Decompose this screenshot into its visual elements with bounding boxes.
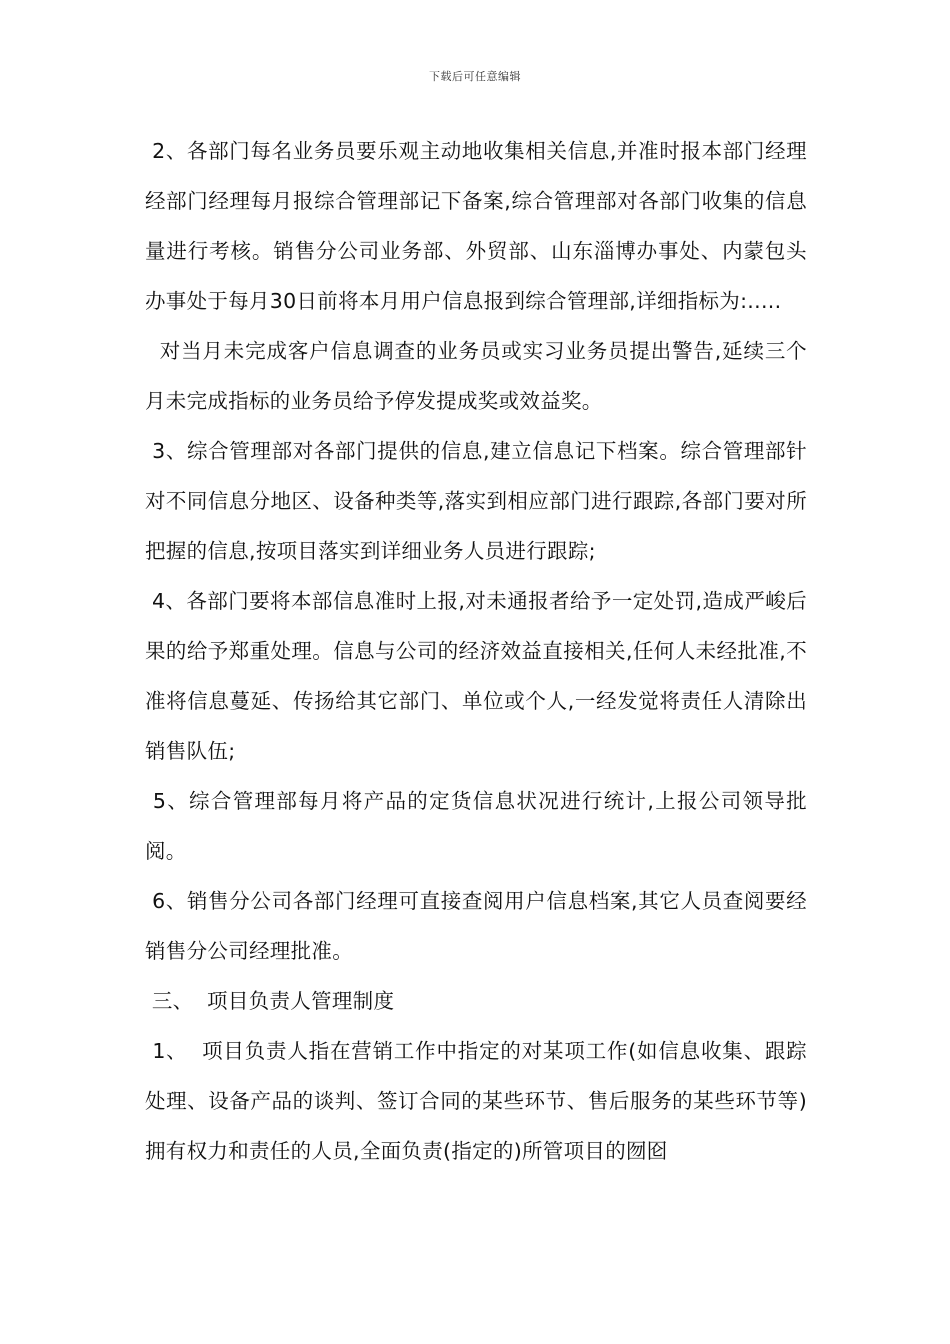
paragraph-item-6: 6、销售分公司各部门经理可直接查阅用户信息档案,其它人员查阅要经销售分公司经理批准。 [145, 889, 807, 963]
document-body [145, 126, 807, 1176]
paragraph-section3-item-1: 1、 项目负责人指在营销工作中指定的对某项工作(如信息收集、跟踪处理、设备产品的谈判、签订合同的某些环节、售后服务的某些环节等)拥有权力和责任的人员,全面负责(指定的)所管项目的囫囵 [145, 1039, 807, 1163]
paragraph-item-3: 3、综合管理部对各部门提供的信息,建立信息记下档案。综合管理部针对不同信息分地区、设备种类等,落实到相应部门进行跟踪,各部门要对所把握的信息,按项目落实到详细业务人员进行跟踪; [145, 439, 807, 563]
section-heading-3: 三、 项目负责人管理制度 [145, 989, 395, 1013]
paragraph-warning: 对当月未完成客户信息调查的业务员或实习业务员提出警告,延续三个月未完成指标的业务员给予停发提成奖或效益奖。 [145, 339, 807, 413]
page-header: 下载后可任意编辑 [429, 70, 521, 83]
paragraph-item-4: 4、各部门要将本部信息准时上报,对未通报者给予一定处罚,造成严峻后果的给予郑重处理。信息与公司的经济效益直接相关,任何人未经批准,不准将信息蔓延、传扬给其它部门、单位或个人,一经发觉将责任人清除出销售队伍; [145, 589, 807, 763]
paragraph-item-2: 2、各部门每名业务员要乐观主动地收集相关信息,并准时报本部门经理经部门经理每月报综合管理部记下备案,综合管理部对各部门收集的信息量进行考核。销售分公司业务部、外贸部、山东淄博办事处、内蒙包头办事处于每月30日前将本月用户信息报到综合管理部,详细指标为:..... [145, 139, 807, 313]
paragraph-item-5: 5、综合管理部每月将产品的定货信息状况进行统计,上报公司领导批阅。 [145, 789, 807, 863]
